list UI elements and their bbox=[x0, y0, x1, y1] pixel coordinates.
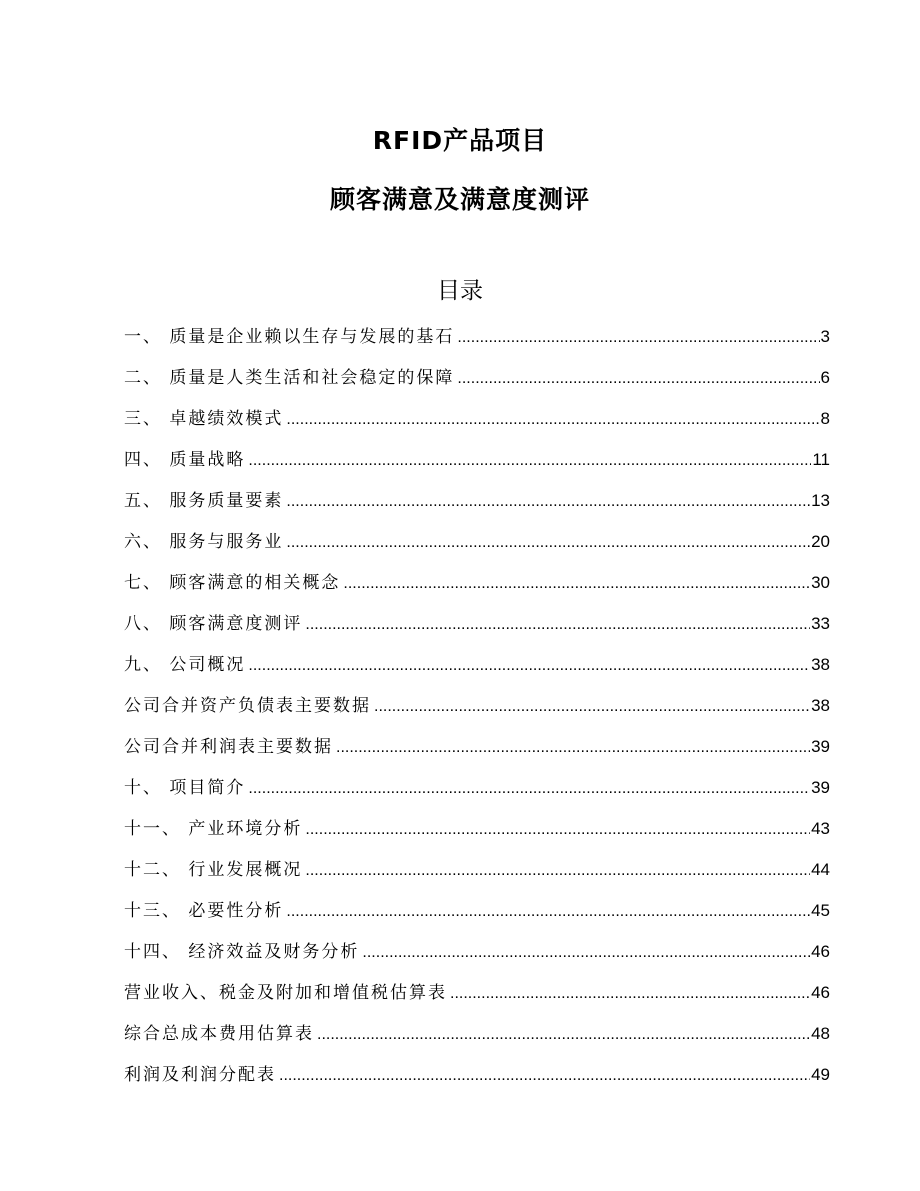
toc-entry-label: 九、 公司概况 bbox=[124, 655, 246, 675]
toc-leader-dots bbox=[305, 607, 810, 643]
toc-entry[interactable] bbox=[124, 565, 830, 606]
toc-entry[interactable] bbox=[124, 811, 830, 852]
toc-entry-label: 公司合并资产负债表主要数据 bbox=[124, 696, 371, 716]
toc-entry-label: 七、 顾客满意的相关概念 bbox=[124, 573, 341, 593]
toc-entry[interactable] bbox=[124, 934, 830, 975]
toc-entry-page: 45 bbox=[811, 901, 830, 920]
toc-entry[interactable] bbox=[124, 442, 830, 483]
toc-entry[interactable] bbox=[124, 975, 830, 1016]
toc-entry[interactable] bbox=[124, 524, 830, 565]
toc-entry-page: 8 bbox=[820, 409, 830, 428]
toc-entry[interactable] bbox=[124, 483, 830, 524]
toc-entry[interactable] bbox=[124, 319, 830, 360]
toc-entry[interactable] bbox=[124, 1016, 830, 1057]
toc-entry-label: 六、 服务与服务业 bbox=[124, 532, 284, 552]
toc-entry[interactable] bbox=[124, 770, 830, 811]
toc-leader-dots bbox=[279, 1058, 810, 1094]
toc-entry-page: 30 bbox=[811, 573, 830, 592]
toc-leader-dots bbox=[305, 853, 810, 889]
toc-leader-dots bbox=[457, 320, 819, 356]
toc-leader-dots bbox=[343, 566, 810, 602]
toc-entry-page: 48 bbox=[811, 1024, 830, 1043]
toc-entry-page: 38 bbox=[811, 696, 830, 715]
toc-entry-page: 3 bbox=[820, 327, 830, 346]
toc-leader-dots bbox=[457, 361, 819, 397]
toc-entry[interactable] bbox=[124, 729, 830, 770]
toc-leader-dots bbox=[374, 689, 810, 725]
toc-entry-label: 营业收入、税金及附加和增值税估算表 bbox=[124, 983, 447, 1003]
toc-entry-label: 利润及利润分配表 bbox=[124, 1065, 276, 1085]
toc-entry[interactable] bbox=[124, 401, 830, 442]
toc-leader-dots bbox=[362, 935, 810, 971]
toc-leader-dots bbox=[248, 443, 811, 479]
toc-entry-label: 一、 质量是企业赖以生存与发展的基石 bbox=[124, 327, 455, 347]
toc-leader-dots bbox=[286, 402, 819, 438]
toc-entry[interactable] bbox=[124, 360, 830, 401]
toc-entry-label: 三、 卓越绩效模式 bbox=[124, 409, 284, 429]
toc-entry-label: 十四、 经济效益及财务分析 bbox=[124, 942, 360, 962]
toc-leader-dots bbox=[248, 648, 810, 684]
toc-entry[interactable] bbox=[124, 688, 830, 729]
toc-entry[interactable] bbox=[124, 1057, 830, 1098]
toc-entry-page: 46 bbox=[811, 983, 830, 1002]
toc-entry-label: 综合总成本费用估算表 bbox=[124, 1024, 314, 1044]
toc-leader-dots bbox=[336, 730, 810, 766]
toc-entry-label: 十一、 产业环境分析 bbox=[124, 819, 303, 839]
toc-entry-page: 46 bbox=[811, 942, 830, 961]
toc-entry-label: 十二、 行业发展概况 bbox=[124, 860, 303, 880]
table-of-contents bbox=[124, 319, 830, 1098]
toc-entry-page: 44 bbox=[811, 860, 830, 879]
toc-entry-page: 6 bbox=[820, 368, 830, 387]
toc-leader-dots bbox=[286, 525, 810, 561]
toc-entry-label: 四、 质量战略 bbox=[124, 450, 246, 470]
toc-leader-dots bbox=[317, 1017, 810, 1053]
document-title: RFID产品项目 bbox=[372, 126, 548, 155]
toc-entry-label: 公司合并利润表主要数据 bbox=[124, 737, 333, 757]
toc-entry-page: 13 bbox=[811, 491, 830, 510]
toc-leader-dots bbox=[286, 484, 810, 520]
toc-entry-label: 八、 顾客满意度测评 bbox=[124, 614, 303, 634]
toc-leader-dots bbox=[286, 894, 810, 930]
toc-entry-label: 十、 项目简介 bbox=[124, 778, 246, 798]
toc-leader-dots bbox=[450, 976, 810, 1012]
toc-entry-label: 五、 服务质量要素 bbox=[124, 491, 284, 511]
toc-heading: 目录 bbox=[437, 278, 483, 304]
toc-entry[interactable] bbox=[124, 852, 830, 893]
toc-leader-dots bbox=[305, 812, 810, 848]
toc-entry[interactable] bbox=[124, 893, 830, 934]
toc-entry-page: 33 bbox=[811, 614, 830, 633]
toc-entry-label: 十三、 必要性分析 bbox=[124, 901, 284, 921]
toc-entry-page: 39 bbox=[811, 737, 830, 756]
toc-entry-page: 38 bbox=[811, 655, 830, 674]
toc-entry[interactable] bbox=[124, 647, 830, 688]
toc-entry[interactable] bbox=[124, 606, 830, 647]
toc-entry-page: 39 bbox=[811, 778, 830, 797]
toc-leader-dots bbox=[248, 771, 810, 807]
toc-entry-page: 43 bbox=[811, 819, 830, 838]
toc-entry-label: 二、 质量是人类生活和社会稳定的保障 bbox=[124, 368, 455, 388]
toc-entry-page: 11 bbox=[812, 450, 830, 469]
document-subtitle: 顾客满意及满意度测评 bbox=[329, 185, 590, 214]
toc-entry-page: 49 bbox=[811, 1065, 830, 1084]
toc-entry-page: 20 bbox=[811, 532, 830, 551]
